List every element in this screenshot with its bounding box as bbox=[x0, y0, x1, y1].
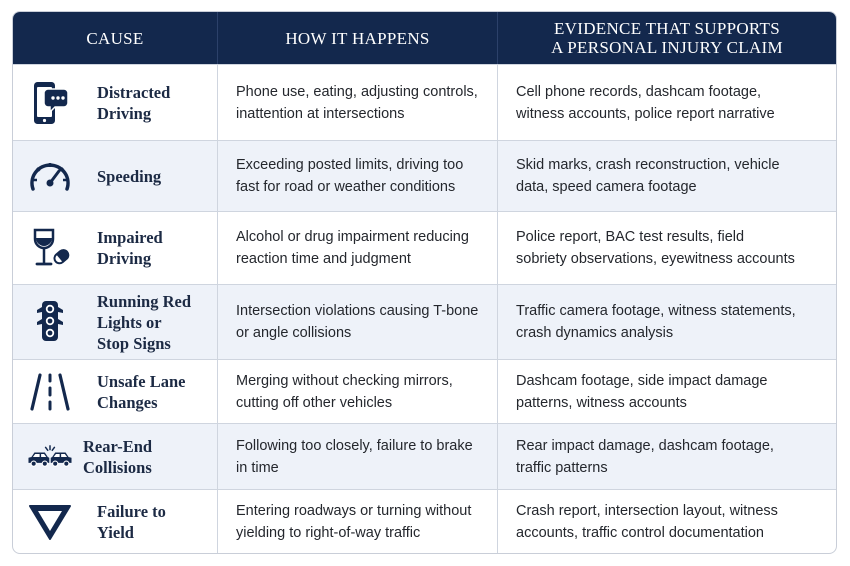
how-cell: Phone use, eating, adjusting controls, inattention at intersections bbox=[218, 65, 498, 140]
table-row bbox=[13, 489, 836, 554]
cause-cell bbox=[13, 212, 218, 284]
car-collision-icon bbox=[27, 434, 73, 480]
how-cell: Following too closely, failure to brake in time bbox=[218, 424, 498, 489]
evidence-cell: Skid marks, crash reconstruction, vehicle data, speed camera footage bbox=[516, 157, 780, 195]
evidence-cell: Cell phone records, dashcam footage, witness accounts, police report narrative bbox=[516, 83, 775, 122]
yield-sign-icon bbox=[27, 499, 73, 545]
table-row bbox=[13, 284, 836, 359]
header-how-it-happens: HOW IT HAPPENS bbox=[218, 12, 498, 64]
how-cell: Intersection violations causing T-bone or angle collisions bbox=[218, 285, 498, 359]
cause-label: Rear-End Collisions bbox=[83, 436, 153, 477]
table-row bbox=[13, 359, 836, 423]
cause-label: Impaired Driving bbox=[97, 228, 163, 268]
causes-table bbox=[12, 11, 837, 554]
how-cell: Entering roadways or turning without yielding to right-of-way traffic bbox=[218, 490, 498, 554]
cause-cell bbox=[13, 65, 218, 140]
cause-label: Distracted Driving bbox=[97, 82, 171, 123]
cause-label: Unsafe Lane Changes bbox=[97, 371, 186, 412]
evidence-cell: Traffic camera footage, witness statements, crash dynamics analysis bbox=[516, 303, 796, 341]
cause-cell bbox=[13, 141, 218, 211]
cause-cell bbox=[13, 285, 218, 359]
cause-label: Failure to Yield bbox=[97, 502, 166, 542]
table-header bbox=[13, 12, 836, 64]
road-lanes-icon bbox=[27, 369, 73, 415]
cause-label: Running Red Lights or Stop Signs bbox=[97, 291, 191, 353]
evidence-cell: Rear impact damage, dashcam footage, traffic patterns bbox=[516, 437, 774, 476]
cause-cell bbox=[13, 360, 218, 423]
wine-glass-pill-icon bbox=[27, 225, 73, 271]
table-row bbox=[13, 64, 836, 140]
traffic-light-icon bbox=[27, 299, 73, 345]
table-row bbox=[13, 140, 836, 211]
how-cell: Exceeding posted limits, driving too fast for road or weather conditions bbox=[218, 141, 498, 211]
how-cell: Alcohol or drug impairment reducing reaction time and judgment bbox=[218, 212, 498, 284]
evidence-cell: Crash report, intersection layout, witness accounts, traffic control documentation bbox=[516, 503, 778, 541]
how-cell: Merging without checking mirrors, cutting off other vehicles bbox=[218, 360, 498, 423]
cause-cell bbox=[13, 424, 218, 489]
evidence-cell: Dashcam footage, side impact damage patterns, witness accounts bbox=[516, 372, 768, 411]
evidence-cell: Police report, BAC test results, field sobriety observations, eyewitness accounts bbox=[516, 229, 795, 267]
phone-chat-icon bbox=[27, 80, 73, 126]
table-row bbox=[13, 211, 836, 284]
cause-cell bbox=[13, 490, 218, 554]
header-evidence: EVIDENCE THAT SUPPORTS A PERSONAL INJURY CLAIM bbox=[551, 19, 783, 57]
speedometer-icon bbox=[27, 153, 73, 199]
header-cause: CAUSE bbox=[13, 12, 218, 64]
table-row bbox=[13, 423, 836, 489]
cause-label: Speeding bbox=[97, 166, 162, 186]
